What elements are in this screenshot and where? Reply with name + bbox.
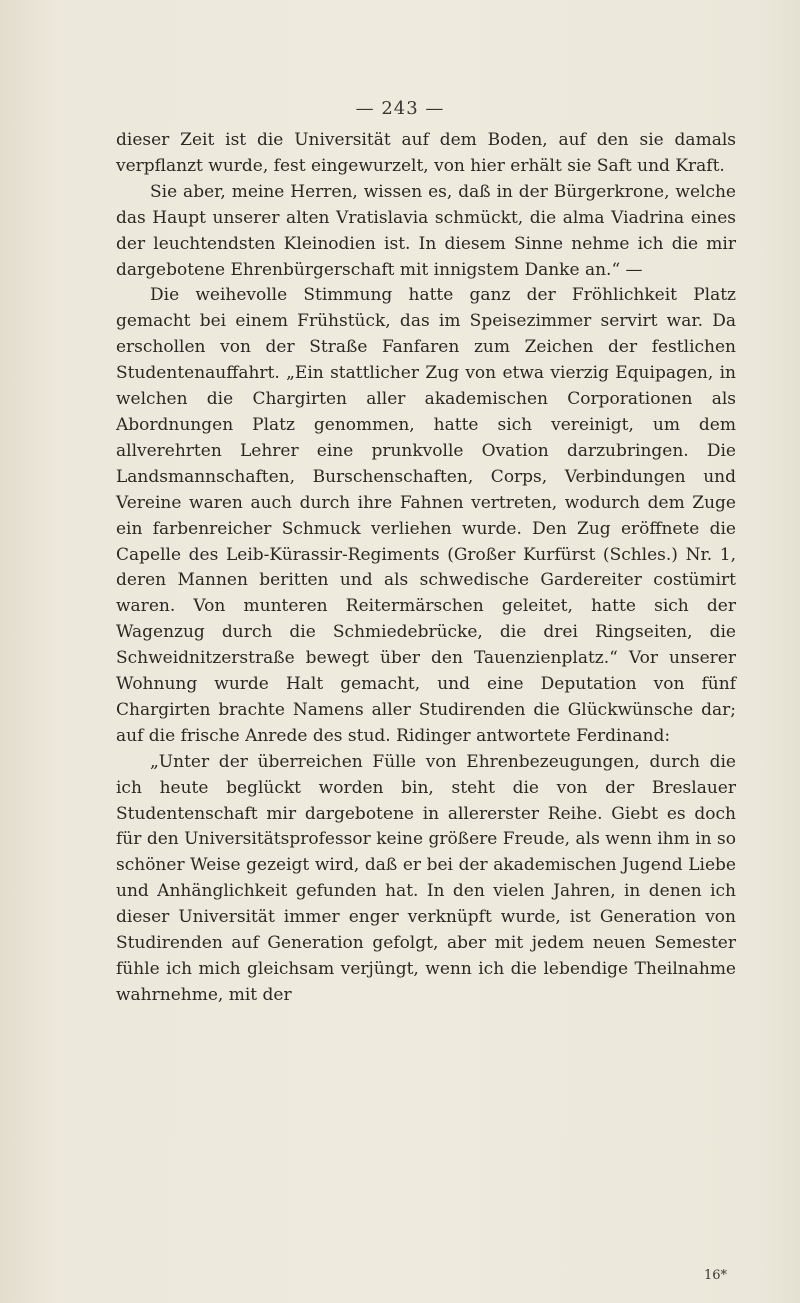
paragraph-1: dieser Zeit ist die Universität auf dem Boden, auf den sie damals verpflanzt wurde, fest eingewurzelt, von hier erhält sie Saft und Kraft. <box>116 130 736 176</box>
signature-mark: 16* <box>704 1268 728 1283</box>
paragraph-2: Sie aber, meine Herren, wissen es, daß in der Bürgerkrone, welche das Haupt unserer alten Vratislavia schmückt, die alma Viadrina eines der leuchtendsten Kleinodien ist. In diesem Sinne nehme ich die mir dargebotene Ehrenbürgerschaft mit innigstem Danke an.“ — <box>116 181 736 280</box>
body-text <box>116 128 736 1009</box>
page-number: — 243 — <box>355 98 445 119</box>
paragraph-3: Die weihevolle Stimmung hatte ganz der Fröhlichkeit Platz gemacht bei einem Frühstück, das im Speisezimmer servirt war. Da erschollen von der Straße Fanfaren zum Zeichen der festlichen Studentenauffahrt. „Ein stattlicher Zug von etwa vierzig Equipagen, in welchen die Chargirten aller akademischen Corporationen als Abordnungen Platz genommen, hatte sich vereinigt, um dem allverehrten Lehrer eine prunkvolle Ovation darzubringen. Die Landsmannschaften, Burschenschaften, Corps, Verbindungen und Vereine waren auch durch ihre Fahnen vertreten, wodurch dem Zuge ein farbenreicher Schmuck verliehen wurde. Den Zug eröffnete die Capelle des Leib-Kürassir-Regiments (Großer Kurfürst (Schles.) Nr. 1, deren Mannen beritten und als schwedische Gardereiter costümirt waren. Von munteren Reitermärschen geleitet, hatte sich der Wagenzug durch die Schmiedebrücke, die drei Ringseiten, die Schweidnitzerstraße bewegt über den Tauenzienplatz.“ Vor unserer Wohnung wurde Halt gemacht, und eine Deputation von fünf Chargirten brachte Namens aller Studirenden die Glückwünsche dar; auf die frische Anrede des stud. Ridinger antwortete Ferdinand: <box>116 285 736 746</box>
paragraph-4: „Unter der überreichen Fülle von Ehrenbezeugungen, durch die ich heute beglückt worden bin, steht die von der Breslauer Studentenschaft mir dargebotene in allererster Reihe. Giebt es doch für den Universitätsprofessor keine größere Freude, als wenn ihm in so schöner Weise gezeigt wird, daß er bei der akademischen Jugend Liebe und Anhänglichkeit gefunden hat. In den vielen Jahren, in denen ich dieser Universität immer enger verknüpft wurde, ist Generation von Studirenden auf Generation gefolgt, aber mit jedem neuen Semester fühle ich mich gleichsam verjüngt, wenn ich die lebendige Theilnahme wahrnehme, mit der <box>116 751 736 1005</box>
